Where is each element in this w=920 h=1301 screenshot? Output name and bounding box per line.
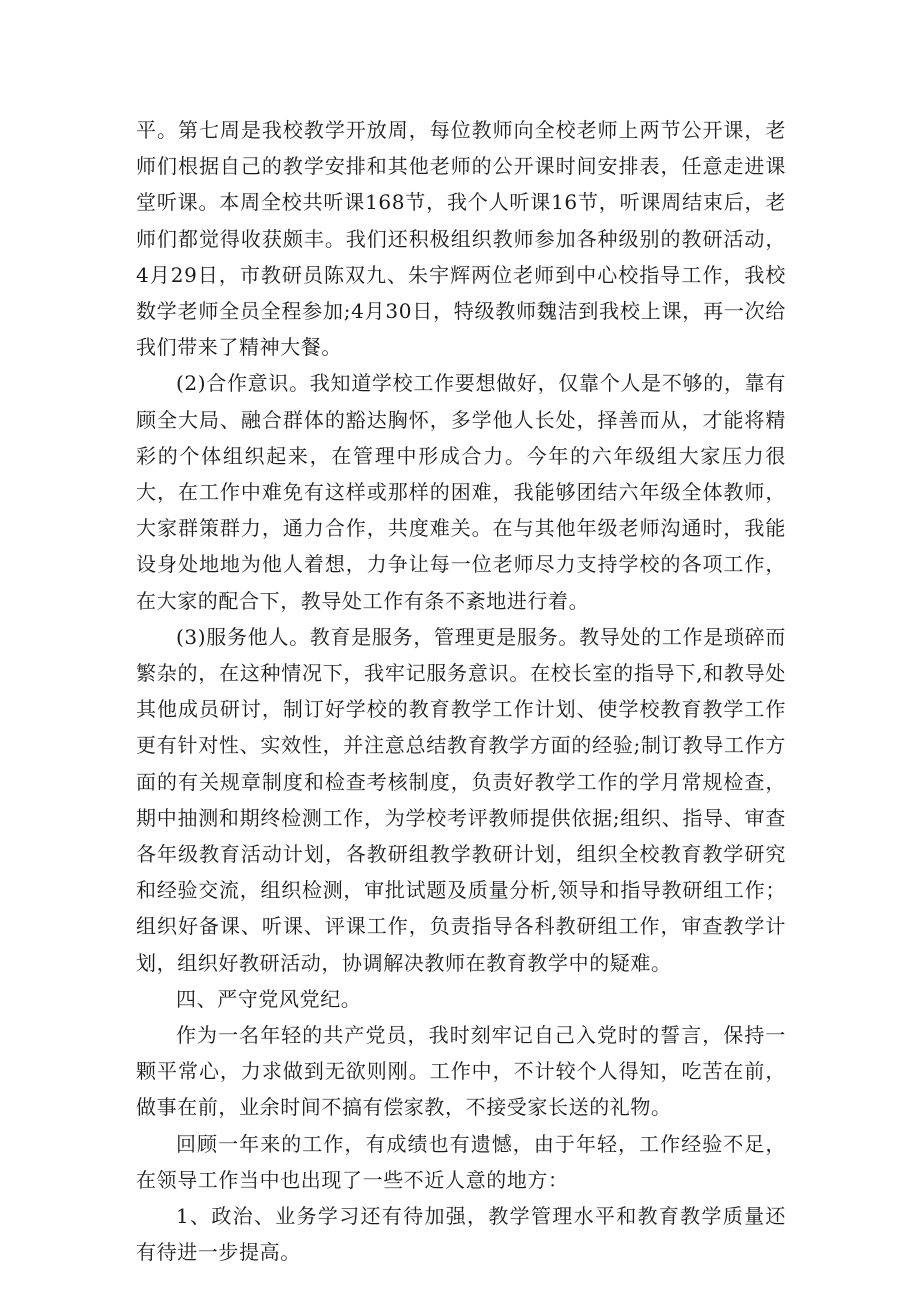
paragraph-cooperation: (2)合作意识。我知道学校工作要想做好，仅靠个人是不够的，靠有顾全大局、融合群体的豁达胸怀，多学他人长处，择善而从，才能将精彩的个体组织起来，在管理中形成合力。今年的六年级组大家压力很大，在工作中难免有这样或那样的困难，我能够团结六年级全体教师，大家群策群力，通力合作，共度难关。在与其他年级老师沟通时，我能设身处地地为他人着想，力争让每一位老师尽力支持学校的各项工作，在大家的配合下，教导处工作有条不紊地进行着。 xyxy=(136,371,786,613)
paragraph-open-week: 平。第七周是我校教学开放周，每位教师向全校老师上两节公开课，老师们根据自己的教学安排和其他老师的公开课时间安排表，任意走进课堂听课。本周全校共听课168节，我个人听课16节，听课周结束后，老师们都觉得收获颇丰。我们还积极组织教师参加各种级别的教研活动，4月29日，市教研员陈双九、朱宇辉两位老师到中心校指导工作，我校数学老师全员全程参加;4月30日，特级教师魏洁到我校上课，再一次给我们带来了精神大餐。 xyxy=(136,118,786,360)
paragraph-review: 回顾一年来的工作，有成绩也有遗憾，由于年轻，工作经验不足，在领导工作当中也出现了一些不近人意的地方： xyxy=(136,1131,786,1192)
paragraph-party-member: 作为一名年轻的共产党员，我时刻牢记自己入党时的誓言，保持一颗平常心，力求做到无欲则刚。工作中，不计较个人得知，吃苦在前，做事在前，业余时间不搞有偿家教，不接受家长送的礼物。 xyxy=(136,1023,786,1120)
paragraph-shortcoming-1: 1、政治、业务学习还有待加强，教学管理水平和教育教学质量还有待进一步提高。 xyxy=(136,1204,786,1265)
document-body xyxy=(136,112,786,1271)
section-heading-party-discipline: 四、严守党风党纪。 xyxy=(176,986,362,1011)
paragraph-service: (3)服务他人。教育是服务，管理更是服务。教导处的工作是琐碎而繁杂的，在这种情况下，我牢记服务意识。在校长室的指导下,和教导处其他成员研讨，制订好学校的教育教学工作计划、使学校教育教学工作更有针对性、实效性，并注意总结教育教学方面的经验;制订教导工作方面的有关规章制度和检查考核制度，负责好教学工作的学月常规检查，期中抽测和期终检测工作，为学校考评教师提供依据;组织、指导、审查各年级教育活动计划，各教研组教学教研计划，组织全校教育教学研究和经验交流，组织检测，审批试题及质量分析,领导和指导教研组工作；组织好备课、听课、评课工作，负责指导各科教研组工作，审查教学计划，组织好教研活动，协调解决教师在教育教学中的疑难。 xyxy=(136,624,786,975)
